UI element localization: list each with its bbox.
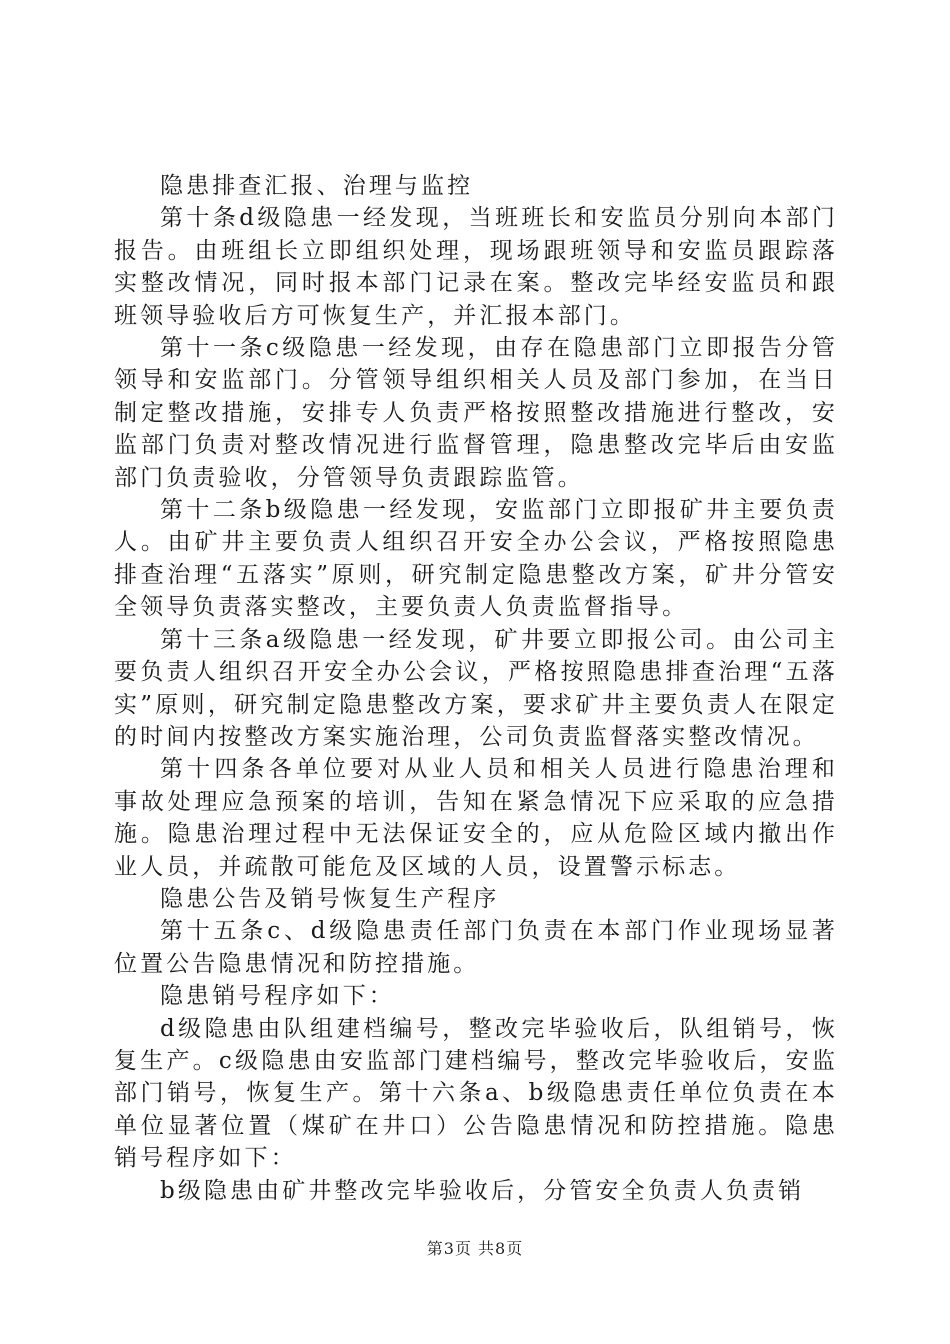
cancellation-procedure-b: b级隐患由矿井整改完毕验收后，分管安全负责人负责销 — [160, 1177, 805, 1204]
page-number-footer: 第3页 共8页 — [426, 1239, 524, 1258]
section-heading-announcement: 隐患公告及销号恢复生产程序 — [160, 885, 500, 912]
article-11: 第十一条c级隐患一经发现，由存在隐患部门立即报告分管领导和安监部门。分管领导组织相关人员及部门参加，在当日制定整改措施，安排专人负责严格按照整改措施进行整改，安监部门负责对整改情况进行监督管理，隐患整改完毕后由安监部门负责验收，分管领导负责跟踪监管。 — [114, 335, 838, 491]
article-10: 第十条d级隐患一经发现，当班班长和安监员分别向本部门报告。由班组长立即组织处理，现场跟班领导和安监员跟踪落实整改情况，同时报本部门记录在案。整改完毕经安监员和跟班领导验收后方可恢复生产，并汇报本部门。 — [114, 205, 838, 329]
article-13: 第十三条a级隐患一经发现，矿井要立即报公司。由公司主要负责人组织召开安全办公会议，严格按照隐患排查治理“五落实”原则，研究制定隐患整改方案，要求矿井主要负责人在限定的时间内按整改方案实施治理，公司负责监督落实整改情况。 — [114, 626, 838, 750]
article-12: 第十二条b级隐患一经发现，安监部门立即报矿井主要负责人。由矿井主要负责人组织召开安全办公会议，严格按照隐患排查治理“五落实”原则，研究制定隐患整改方案，矿井分管安全领导负责落实整改，主要负责人负责监督指导。 — [114, 497, 838, 621]
article-15: 第十五条c、d级隐患责任部门负责在本部门作业现场显著位置公告隐患情况和防控措施。 — [114, 918, 838, 977]
article-14: 第十四条各单位要对从业人员和相关人员进行隐患治理和事故处理应急预案的培训，告知在紧急情况下应采取的应急措施。隐患治理过程中无法保证安全的，应从危险区域内撤出作业人员，并疏散可能危及区域的人员，设置警示标志。 — [114, 756, 838, 880]
document-body — [114, 170, 838, 1207]
cancellation-procedure-label: 隐患销号程序如下： — [160, 983, 395, 1010]
section-heading-reporting: 隐患排查汇报、治理与监控 — [160, 173, 474, 199]
cancellation-procedure-cd: d级隐患由队组建档编号，整改完毕验收后，队组销号，恢复生产。c级隐患由安监部门建档编号，整改完毕验收后，安监部门销号，恢复生产。第十六条a、b级隐患责任单位负责在本单位显著位置（煤矿在井口）公告隐患情况和防控措施。隐患销号程序如下： — [114, 1015, 838, 1172]
